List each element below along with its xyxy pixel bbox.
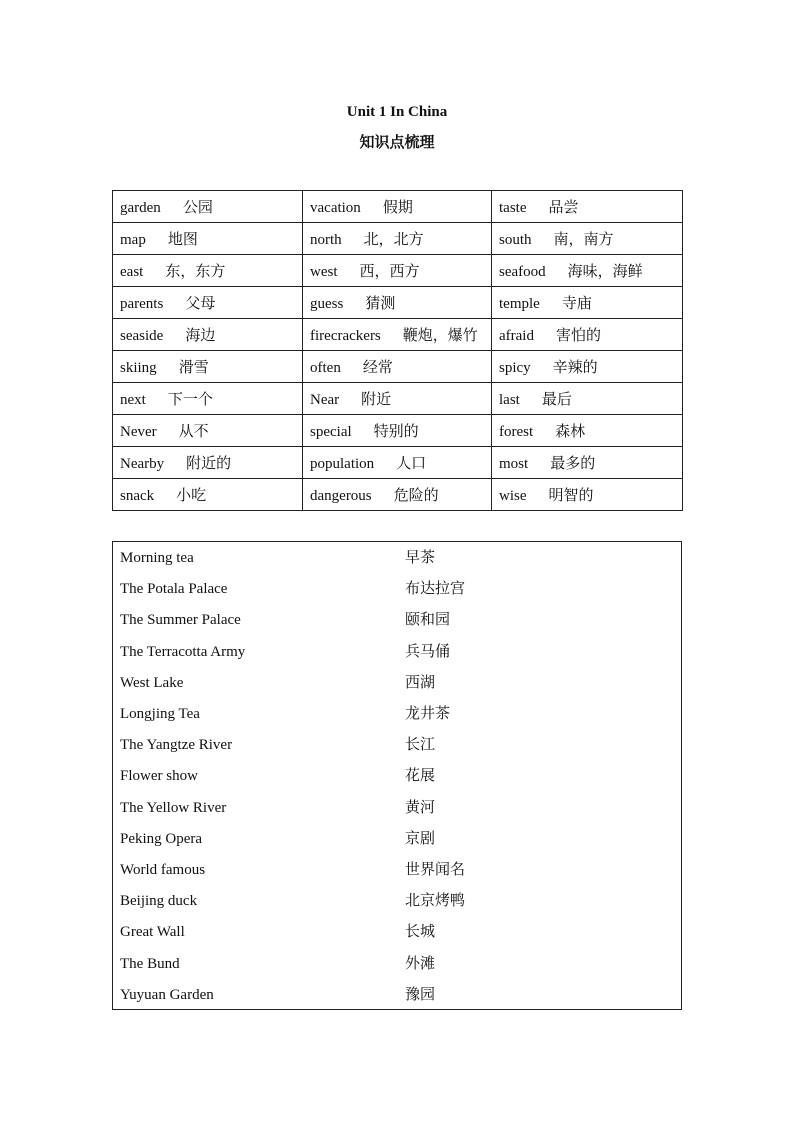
vocab-chinese: 地图 <box>167 232 198 248</box>
vocab-english: north <box>310 232 342 248</box>
vocab-cell <box>492 415 683 447</box>
vocab-chinese: 辛辣的 <box>552 360 598 376</box>
vocab-english: Never <box>120 424 157 440</box>
phrase-english: The Bund <box>120 955 180 972</box>
phrase-english: Longjing Tea <box>120 706 200 722</box>
table-row <box>113 447 683 479</box>
vocab-chinese: 寺庙 <box>561 296 592 312</box>
phrase-english: The Summer Palace <box>120 612 241 629</box>
phrase-chinese: 黄河 <box>405 799 436 816</box>
vocab-cell <box>303 447 492 479</box>
list-item <box>113 886 681 917</box>
table-row <box>113 383 683 415</box>
vocab-cell <box>113 351 303 383</box>
vocab-cell <box>113 255 303 287</box>
vocab-english: forest <box>499 424 534 440</box>
vocab-english: Near <box>310 392 340 408</box>
table-row <box>113 287 683 319</box>
list-item <box>113 761 681 792</box>
vocab-english: skiing <box>120 360 157 376</box>
vocab-chinese: 鞭炮，爆竹 <box>402 328 478 344</box>
vocab-english: vacation <box>310 200 361 216</box>
table-row <box>113 255 683 287</box>
vocab-english: next <box>120 392 146 408</box>
vocab-cell <box>113 447 303 479</box>
phrase-chinese: 长江 <box>405 737 436 754</box>
vocab-cell <box>303 351 492 383</box>
vocab-english: dangerous <box>310 488 372 504</box>
vocab-chinese: 最后 <box>541 392 572 408</box>
vocab-cell <box>492 287 683 319</box>
phrase-english: Peking Opera <box>120 830 203 847</box>
vocab-chinese: 危险的 <box>393 488 439 504</box>
phrase-english: The Terracotta Army <box>120 643 246 660</box>
list-item <box>113 543 681 574</box>
vocabulary-table <box>112 190 683 511</box>
vocab-cell <box>303 287 492 319</box>
vocab-cell <box>492 223 683 255</box>
phrase-chinese: 布达拉宫 <box>405 581 466 598</box>
vocab-cell <box>113 223 303 255</box>
phrase-chinese: 颐和园 <box>405 612 451 629</box>
page-title: Unit 1 In China <box>346 104 448 120</box>
table-row <box>113 191 683 223</box>
vocab-chinese: 附近的 <box>186 456 232 472</box>
vocab-cell <box>113 319 303 351</box>
vocab-english: often <box>310 360 341 376</box>
vocab-english: special <box>310 424 352 440</box>
vocab-cell <box>492 191 683 223</box>
phrase-chinese: 北京烤鸭 <box>405 893 466 910</box>
vocab-english: afraid <box>499 328 534 344</box>
vocab-chinese: 海边 <box>185 328 216 344</box>
vocab-chinese: 最多的 <box>550 456 596 472</box>
vocab-english: firecrackers <box>310 328 381 344</box>
list-item <box>113 917 681 948</box>
vocab-english: garden <box>120 200 161 216</box>
vocab-chinese: 品尝 <box>548 200 579 216</box>
vocab-english: most <box>499 456 529 472</box>
list-item <box>113 793 681 824</box>
vocab-english: population <box>310 456 375 472</box>
phrase-english: Great Wall <box>120 924 185 941</box>
phrase-english: Morning tea <box>120 550 194 566</box>
vocab-english: last <box>499 392 520 408</box>
phrase-english: The Potala Palace <box>120 581 228 598</box>
vocab-chinese: 海味，海鲜 <box>567 264 643 280</box>
vocab-cell <box>492 255 683 287</box>
vocab-chinese: 从不 <box>178 424 209 440</box>
vocab-chinese: 特别的 <box>373 424 419 440</box>
phrase-english: The Yellow River <box>120 799 227 816</box>
vocabulary-table-body <box>113 191 683 511</box>
phrase-chinese: 花展 <box>405 768 436 785</box>
list-item <box>113 699 681 730</box>
vocab-chinese: 下一个 <box>167 392 213 408</box>
vocab-cell <box>113 287 303 319</box>
vocab-english: wise <box>499 488 527 504</box>
vocab-cell <box>492 447 683 479</box>
vocab-chinese: 公园 <box>182 200 213 216</box>
vocab-chinese: 猜测 <box>365 296 396 312</box>
phrase-chinese: 豫园 <box>405 986 436 1003</box>
vocab-chinese: 东，东方 <box>165 264 226 280</box>
vocab-english: taste <box>499 200 527 216</box>
vocab-cell <box>492 351 683 383</box>
vocab-chinese: 明智的 <box>548 488 594 504</box>
vocab-cell <box>303 191 492 223</box>
phrase-list <box>112 541 682 1010</box>
list-item <box>113 730 681 761</box>
vocab-chinese: 经常 <box>362 360 393 376</box>
vocab-chinese: 西，西方 <box>359 264 420 280</box>
vocab-cell <box>303 383 492 415</box>
phrase-chinese: 京剧 <box>405 830 436 847</box>
phrase-english: West Lake <box>120 674 184 691</box>
phrase-english: Yuyuan Garden <box>120 986 214 1003</box>
vocab-chinese: 附近 <box>361 392 392 408</box>
vocab-cell <box>113 383 303 415</box>
phrase-chinese: 早茶 <box>405 550 436 566</box>
vocab-cell <box>303 479 492 511</box>
table-row <box>113 351 683 383</box>
vocab-english: temple <box>499 296 540 312</box>
vocab-chinese: 滑雪 <box>178 360 209 376</box>
vocab-english: guess <box>310 296 344 312</box>
vocab-english: snack <box>120 488 155 504</box>
phrase-chinese: 长城 <box>405 924 436 941</box>
vocab-cell <box>303 223 492 255</box>
phrase-english: Flower show <box>120 768 198 785</box>
vocab-chinese: 人口 <box>396 456 427 472</box>
vocab-english: seaside <box>120 328 164 344</box>
list-item <box>113 824 681 855</box>
vocab-cell <box>303 255 492 287</box>
vocab-english: Nearby <box>120 456 165 472</box>
vocab-cell <box>303 319 492 351</box>
phrase-chinese: 世界闻名 <box>405 862 466 878</box>
vocab-cell <box>113 479 303 511</box>
phrase-chinese: 西湖 <box>405 674 436 691</box>
vocab-english: east <box>120 264 144 280</box>
phrase-english: World famous <box>120 862 206 878</box>
vocab-chinese: 小吃 <box>176 488 207 504</box>
phrase-chinese: 龙井茶 <box>405 706 451 722</box>
vocab-english: map <box>120 232 146 248</box>
list-item <box>113 980 681 1011</box>
list-item <box>113 637 681 668</box>
list-item <box>113 668 681 699</box>
vocab-chinese: 南，南方 <box>553 232 614 248</box>
table-row <box>113 319 683 351</box>
vocab-chinese: 森林 <box>555 424 586 440</box>
vocab-cell <box>492 383 683 415</box>
list-item <box>113 855 681 886</box>
vocab-english: south <box>499 232 532 248</box>
vocab-chinese: 北，北方 <box>363 232 424 248</box>
table-row <box>113 223 683 255</box>
list-item <box>113 605 681 636</box>
vocab-english: parents <box>120 296 164 312</box>
vocab-cell <box>113 415 303 447</box>
vocab-english: spicy <box>499 360 531 376</box>
vocab-cell <box>113 191 303 223</box>
table-row <box>113 479 683 511</box>
vocab-english: seafood <box>499 264 546 280</box>
list-item <box>113 574 681 605</box>
vocab-english: west <box>310 264 338 280</box>
table-row <box>113 415 683 447</box>
vocab-chinese: 假期 <box>382 200 413 216</box>
phrase-chinese: 外滩 <box>405 955 436 972</box>
phrase-chinese: 兵马俑 <box>405 643 451 660</box>
list-item <box>113 949 681 980</box>
vocab-cell <box>492 479 683 511</box>
phrase-english: The Yangtze River <box>120 737 233 754</box>
phrase-english: Beijing duck <box>120 893 198 910</box>
vocab-chinese: 害怕的 <box>555 328 601 344</box>
vocab-chinese: 父母 <box>185 296 216 312</box>
vocab-cell <box>303 415 492 447</box>
vocab-cell <box>492 319 683 351</box>
page-subtitle: 知识点梳理 <box>359 135 435 151</box>
